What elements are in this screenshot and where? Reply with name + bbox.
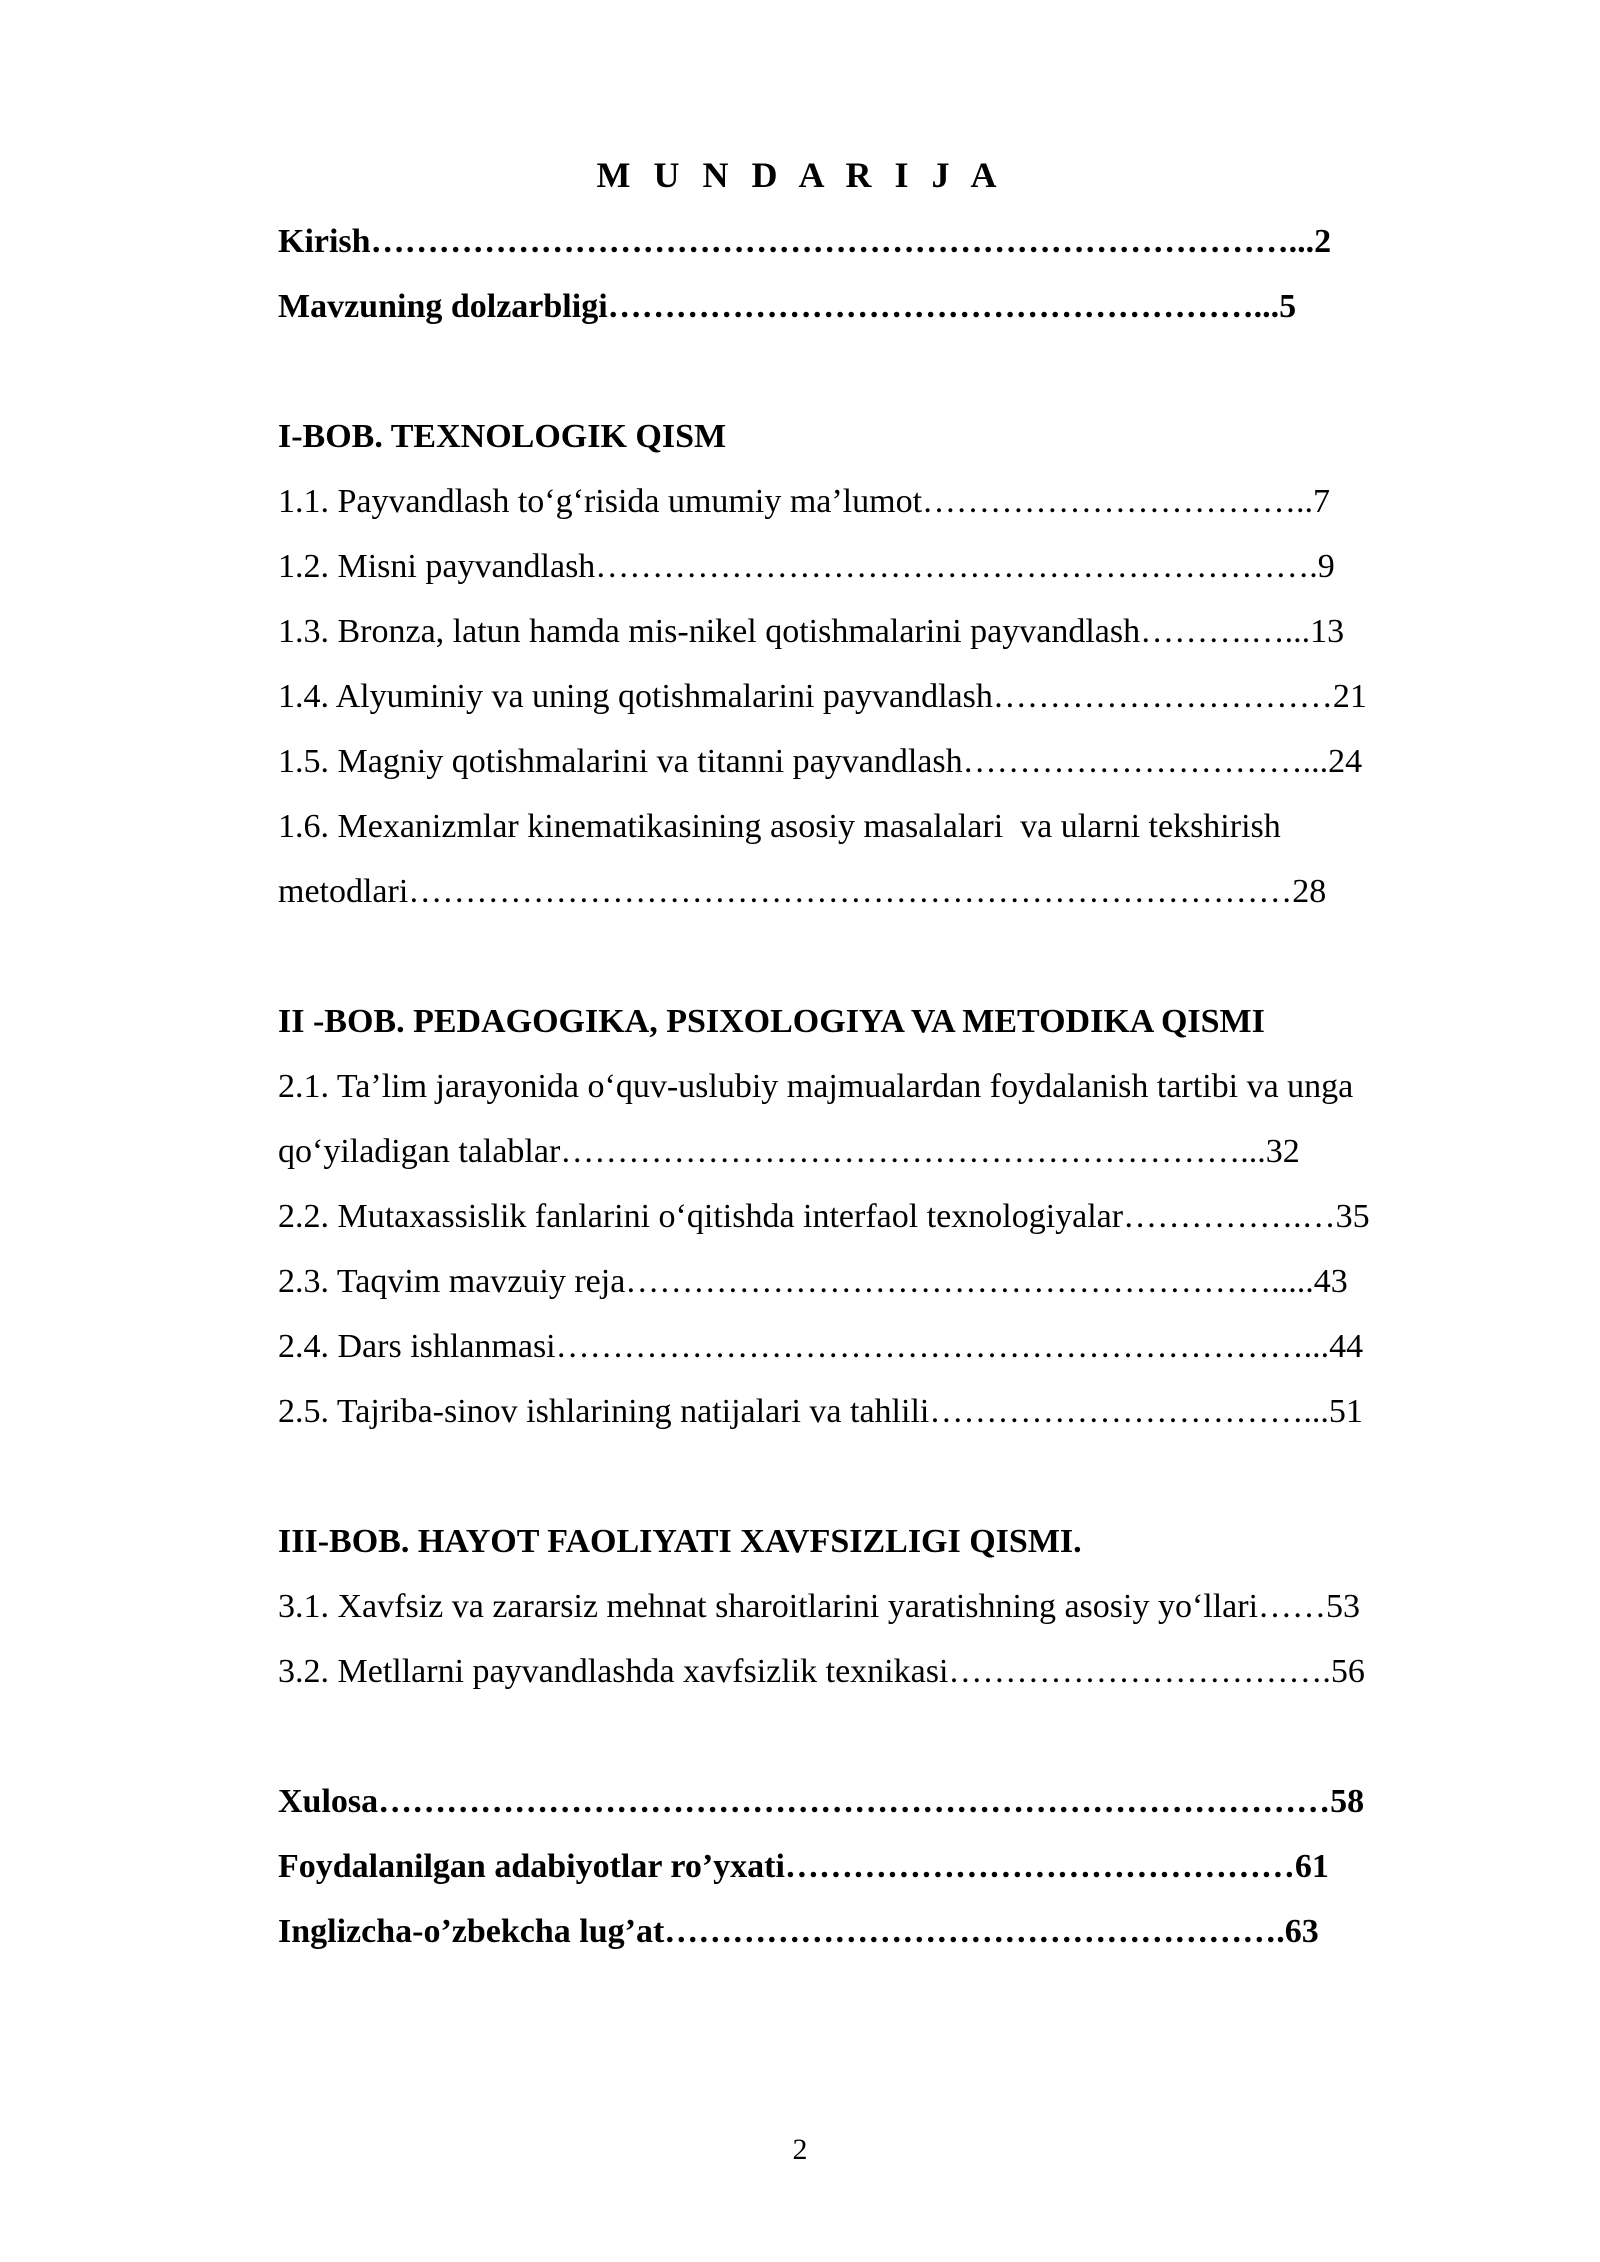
- page-number: 2: [792, 2133, 808, 2166]
- toc-title: M U N D A R I J A: [596, 155, 1004, 195]
- toc-entry-1-6: 1.6. Mexanizmlar kinematikasining asosiy masalalari va ularni tekshirish: [278, 808, 1281, 845]
- toc-entry-2-2: 2.2. Mutaxassislik fanlarini o‘qitishda interfaol texnologiyalar…………….…35: [278, 1198, 1370, 1235]
- toc-entry-relevance: Mavzuning dolzarbligi…………………………………………………...5: [278, 288, 1297, 325]
- toc-entry-2-3: 2.3. Taqvim mavzuiy reja………………………………………………….....43: [278, 1263, 1348, 1300]
- chapter-1-heading: I-BOB. TEXNOLOGIK QISM: [278, 418, 727, 455]
- chapter-2-heading: II -BOB. PEDAGOGIKA, PSIXOLOGIYA VA METODIKA QISMI: [278, 1003, 1265, 1040]
- chapter-3-heading: III-BOB. HAYOT FAOLIYATI XAVFSIZLIGI QISMI.: [278, 1523, 1082, 1560]
- toc-entry-conclusion: Xulosa…………………………………………………………………………58: [278, 1783, 1365, 1820]
- toc-entry-1-6-cont: metodlari……………………………………………………………………28: [278, 873, 1327, 910]
- toc-entry-references: Foydalanilgan adabiyotlar ro’yxati………………………………………61: [278, 1848, 1329, 1885]
- toc-entry-2-5: 2.5. Tajriba-sinov ishlarining natijalari va tahlili……………………………...51: [278, 1393, 1363, 1430]
- toc-entry-1-1: 1.1. Payvandlash to‘g‘risida umumiy ma’lumot……………………………..7: [278, 483, 1331, 520]
- toc-entry-2-1-cont: qo‘yiladigan talablar……………………………………………………...32: [278, 1133, 1300, 1170]
- toc-entry-glossary: Inglizcha-o’zbekcha lug’at……………………………………………….63: [278, 1913, 1319, 1950]
- toc-entry-2-4: 2.4. Dars ishlanmasi…………………………………………………………...44: [278, 1328, 1364, 1365]
- toc-entry-intro: Kirish………………………………………………………………………...2: [278, 223, 1332, 260]
- toc-entry-3-1: 3.1. Xavfsiz va zararsiz mehnat sharoitlarini yaratishning asosiy yo‘llari……53: [278, 1588, 1361, 1625]
- toc-entry-1-3: 1.3. Bronza, latun hamda mis-nikel qotishmalarini payvandlash……….…...13: [278, 613, 1345, 650]
- toc-entry-1-2: 1.2. Misni payvandlash……………………………………………………….9: [278, 548, 1335, 585]
- toc-entry-1-5: 1.5. Magniy qotishmalarini va titanni payvandlash…………………………...24: [278, 743, 1363, 780]
- toc-entry-3-2: 3.2. Metllarni payvandlashda xavfsizlik texnikasi…………………………….56: [278, 1653, 1365, 1690]
- toc-entry-2-1: 2.1. Ta’lim jarayonida o‘quv-uslubiy majmualardan foydalanish tartibi va unga: [278, 1068, 1354, 1105]
- toc-entry-1-4: 1.4. Alyuminiy va uning qotishmalarini payvandlash…………………………21: [278, 678, 1367, 715]
